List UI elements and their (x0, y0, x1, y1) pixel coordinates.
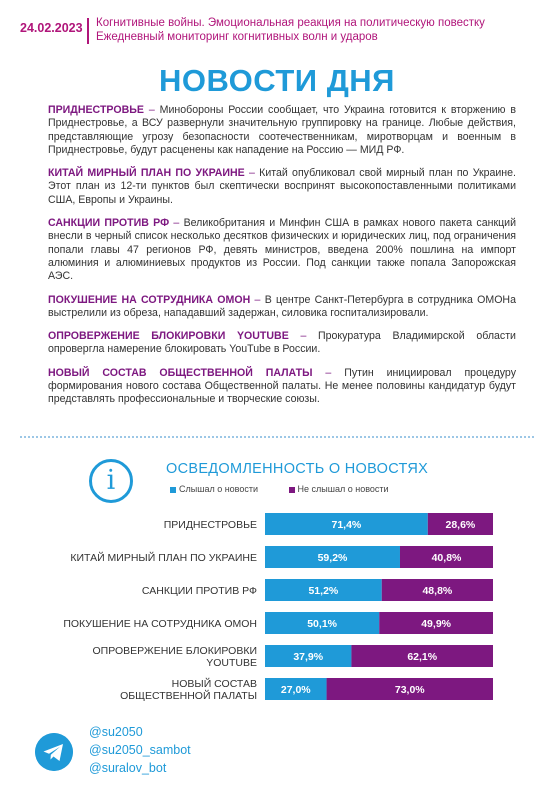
news-text: Прокуратура Владимирской области опровергла намерение блокировать YouTube в России. (48, 330, 516, 356)
category-label: САНКЦИИ ПРОТИВ РФ (141, 585, 257, 597)
header-date: 24.02.2023 (20, 21, 83, 35)
news-item: КИТАЙ МИРНЫЙ ПЛАН ПО УКРАИНЕ – Китай опубликовал свой мирный план по Украине. Этот план из 12-ти пунктов был скептически воспринят высокопоставленными политиками США, Европы и Украины. (48, 167, 516, 206)
news-heading: КИТАЙ МИРНЫЙ ПЛАН ПО УКРАИНЕ (48, 167, 245, 180)
telegram-link-sambot[interactable]: @su2050_sambot (89, 743, 191, 757)
data-label-not-heard: 28,6% (445, 519, 476, 531)
data-label-heard: 37,9% (293, 651, 324, 663)
page-title: НОВОСТИ ДНЯ (159, 63, 395, 98)
chart-title: ОСВЕДОМЛЕННОСТЬ О НОВОСТЯХ (166, 461, 429, 477)
news-heading: САНКЦИИ ПРОТИВ РФ (48, 217, 170, 230)
news-item: САНКЦИИ ПРОТИВ РФ – Великобритания и Минфин США в рамках нового пакета санкций внесли в черный список несколько десятков физических и юридических лиц, под ограничения попали главы 47 регионов РФ, девять министров, введена 200% пошлина на импорт алюминия и алюминиевых продуктов из России. Под санкции также попала Запорожская АЭС. (48, 217, 516, 283)
category-label: YOUTUBE (206, 657, 257, 669)
news-item: ПРИДНЕСТРОВЬЕ – Минобороны России сообщает, что Украина готовится к вторжению в Приднестровье, а ВСУ развернули значительную группировку на границе. Любые действия, представляющие угрозу безопасности соотечественникам, миротворцам и военным в Приднестровье, будут расценены как нападение на Россию — МИД РФ. (48, 104, 517, 156)
category-label: ПОКУШЕНИЕ НА СОТРУДНИКА ОМОН (63, 618, 257, 630)
news-item: ПОКУШЕНИЕ НА СОТРУДНИКА ОМОН – В центре Санкт-Петербурга в сотрудника ОМОНа выстрелили из обреза, нападавший задержан, силовика госпитализировали. (48, 293, 516, 319)
info-icon: i (89, 459, 133, 503)
category-label: ОБЩЕСТВЕННОЙ ПАЛАТЫ (120, 690, 257, 702)
data-label-heard: 50,1% (307, 618, 338, 630)
news-text: Китай опубликовал свой мирный план по Украине. Этот план из 12-ти пунктов был скептически воспринят высокопоставленными политиками США, Европы и Украины. (48, 167, 516, 206)
data-label-not-heard: 40,8% (431, 552, 462, 564)
header-subtitle-1: Когнитивные войны. Эмоциональная реакция на политическую повестку (96, 17, 485, 29)
telegram-link-su2050[interactable]: @su2050 (89, 725, 143, 739)
news-text: Путин инициировал процедуру формирования нового состава Общественной палаты. Не менее половины кандидатур будут представлять профессиональные и творческие союзы. (48, 366, 516, 406)
data-label-heard: 51,2% (308, 585, 339, 597)
news-text: В центре Санкт-Петербурга в сотрудника ОМОНа выстрелили из обреза, нападавший задержан, силовика госпитализировали. (48, 293, 516, 319)
legend-label-heard: Слышал о новости (179, 484, 259, 494)
category-label: НОВЫЙ СОСТАВ (171, 678, 257, 690)
category-label: ПРИДНЕСТРОВЬЕ (163, 519, 257, 531)
news-item: НОВЫЙ СОСТАВ ОБЩЕСТВЕННОЙ ПАЛАТЫ – Путин инициировал процедуру формирования нового состава Общественной палаты. Не менее половины кандидатур будут представлять профессиональные и творческие союзы. (48, 366, 516, 406)
telegram-icon[interactable] (35, 733, 73, 771)
news-text: Великобритания и Минфин США в рамках нового пакета санкций внесли в черный список несколько десятков физических и юридических лиц, под ограничения попали главы 47 регионов РФ, девять министров, введена 200% пошлина на импорт алюминия и алюминиевых продуктов из России. Под санкции также попала Запорожская АЭС. (48, 217, 516, 283)
data-label-not-heard: 49,9% (421, 618, 452, 630)
news-heading: ОПРОВЕРЖЕНИЕ БЛОКИРОВКИ YOUTUBE (48, 330, 289, 343)
header-subtitle-2: Ежедневный мониторинг когнитивных волн и ударов (96, 31, 378, 43)
news-heading: ПРИДНЕСТРОВЬЕ (48, 104, 144, 116)
news-item: ОПРОВЕРЖЕНИЕ БЛОКИРОВКИ YOUTUBE – Прокуратура Владимирской области опровергла намерение блокировать YouTube в России. (48, 330, 516, 356)
category-label: КИТАЙ МИРНЫЙ ПЛАН ПО УКРАИНЕ (70, 552, 257, 564)
data-label-heard: 71,4% (331, 519, 362, 531)
telegram-link-suralov-bot[interactable]: @suralov_bot (89, 761, 167, 775)
news-heading: НОВЫЙ СОСТАВ ОБЩЕСТВЕННОЙ ПАЛАТЫ (48, 366, 313, 379)
data-label-heard: 59,2% (317, 552, 348, 564)
data-label-not-heard: 73,0% (394, 684, 425, 696)
data-label-not-heard: 48,8% (422, 585, 453, 597)
data-label-heard: 27,0% (280, 684, 311, 696)
news-heading: ПОКУШЕНИЕ НА СОТРУДНИКА ОМОН (48, 293, 251, 306)
category-label: ОПРОВЕРЖЕНИЕ БЛОКИРОВКИ (92, 645, 257, 657)
news-text: Минобороны России сообщает, что Украина готовится к вторжению в Приднестровье, а ВСУ развернули значительную группировку на границе. Любые действия, представляющие угрозу безопасности соотечественникам, миротворцам и военным в Приднестровье, будут расценены как нападение на Россию — МИД РФ. (48, 104, 517, 156)
legend-label-not-heard: Не слышал о новости (297, 484, 389, 494)
data-label-not-heard: 62,1% (407, 651, 438, 663)
